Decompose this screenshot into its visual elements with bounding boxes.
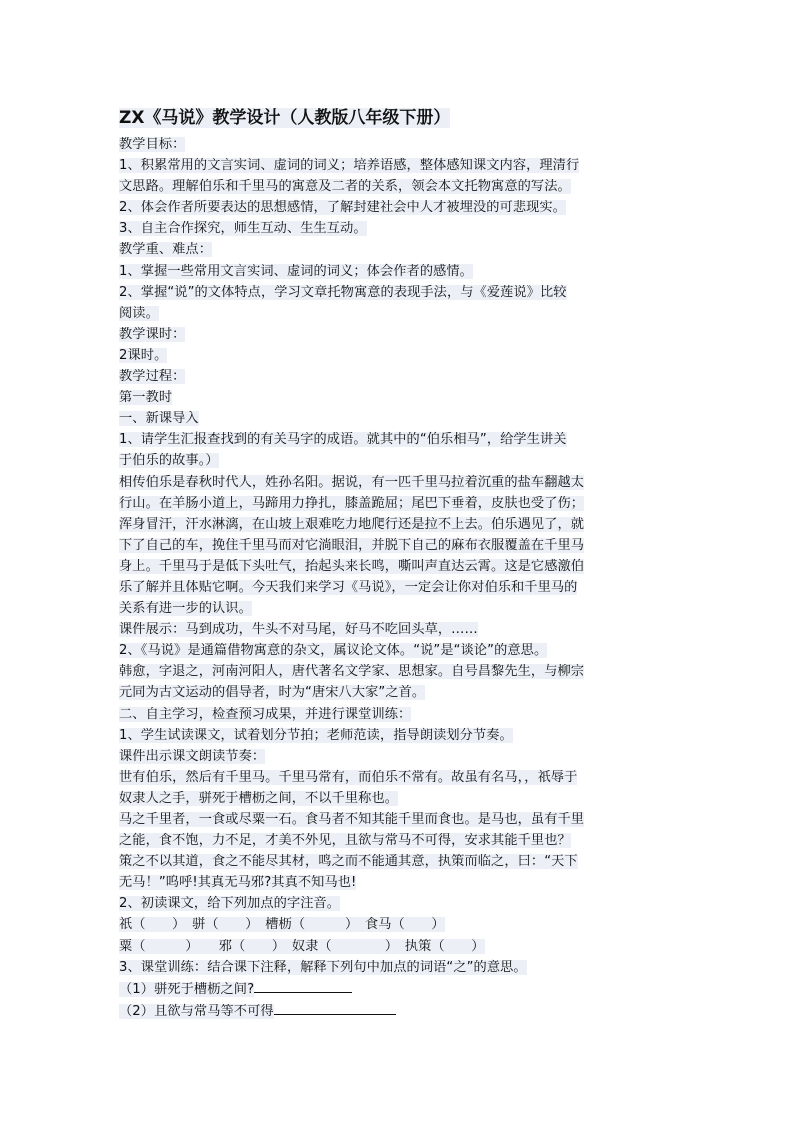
text-line: 于伯乐的故事。） xyxy=(119,453,219,469)
pinyin-exercise-row: 祇（ ） 骈（ ） 槽枥（ ） 食马（ ） xyxy=(119,917,445,933)
text-line: 乐了解并且体贴它啊。今天我们来学习《马说》，一定会让你对伯乐和千里马的 xyxy=(119,579,578,595)
document-title: ZX《马说》教学设计（人教版八年级下册） xyxy=(119,108,451,128)
document-page xyxy=(119,106,679,1022)
answer-blank[interactable] xyxy=(254,978,352,993)
text-line: 浑身冒汗，汗水淋漓，在山坡上艰难吃力地爬行还是拉不上去。伯乐遇见了，就 xyxy=(119,516,585,532)
text-line: 二、自主学习，检查预习成果，并进行课堂训练： xyxy=(119,706,412,722)
pinyin-exercise-row: 粟（ ） 邪（ ） 奴隶（ ） 执策（ ） xyxy=(119,938,485,954)
text-line: 3、课堂训练：结合课下注释，解释下列句中加点的词语“之”的意思。 xyxy=(119,959,527,975)
text-line: 相传伯乐是春秋时代人，姓孙名阳。据说，有一匹千里马拉着沉重的盐车翻越太 xyxy=(119,474,585,490)
text-line: 阅读。 xyxy=(119,305,159,321)
text-line: 2、《马说》是通篇借物寓意的杂文，属议论文体。“说”是“谈论”的意思。 xyxy=(119,643,548,659)
text-line: 课件出示课文朗读节奏： xyxy=(119,748,266,764)
text-line: 2、初读课文，给下列加点的字注音。 xyxy=(119,896,341,912)
text-line: 2、掌握“说”的文体特点，学习文章托物寓意的表现手法，与《爱莲说》比较 xyxy=(119,284,567,300)
text-line: 一、新课导入 xyxy=(119,411,199,427)
text-line: 2、体会作者所要表达的思想感情，了解封建社会中人才被埋没的可悲现实。 xyxy=(119,200,566,216)
text-line: 策之不以其道，食之不能尽其材，鸣之而不能通其意，执策而临之，曰：“天下 xyxy=(119,854,578,870)
text-line: 教学过程： xyxy=(119,369,186,385)
text-line: 之能，食不饱，力不足，才美不外见，且欲与常马不可得，安求其能千里也？ xyxy=(119,833,571,849)
text-line: 1、请学生汇报查找到的有关马字的成语。就其中的“伯乐相马”，给学生讲关 xyxy=(119,432,567,448)
text-line: 身上。千里马于是低下头吐气，抬起头来长鸣，嘶叫声直达云霄。这是它感激伯 xyxy=(119,558,585,574)
exercise-item: （1）骈死于槽枥之间? xyxy=(119,978,679,1000)
text-line: 下了自己的车，挽住千里马而对它淌眼泪，并脱下自己的麻布衣服覆盖在千里马 xyxy=(119,537,585,553)
text-line: 文思路。理解伯乐和千里马的寓意及二者的关系，领会本文托物寓意的写法。 xyxy=(119,179,571,195)
text-line: 韩愈，字退之，河南河阳人，唐代著名文学家、思想家。自号昌黎先生，与柳宗 xyxy=(119,664,585,680)
text-line: 第一教时 xyxy=(119,390,173,406)
text-line: 无马！”呜呼!其真无马邪?其真不知马也! xyxy=(119,875,357,891)
text-line: 行山。在羊肠小道上，马蹄用力挣扎，膝盖跪屈；尾巴下垂着，皮肤也受了伤； xyxy=(119,495,585,511)
text-line: 课件展示：马到成功，牛头不对马尾，好马不吃回头草，…… xyxy=(119,622,478,638)
text-line: 教学课时： xyxy=(119,326,186,342)
text-line: 元同为古文运动的倡导者，时为“唐宋八大家”之首。 xyxy=(119,685,426,701)
body-text xyxy=(119,134,679,1022)
text-line: 2课时。 xyxy=(119,347,168,363)
exercise-item: （2）且欲与常马等不可得 xyxy=(119,1000,679,1022)
text-line: 教学重、难点： xyxy=(119,242,213,258)
text-line: 教学目标： xyxy=(119,137,186,152)
text-line: 马之千里者，一食或尽粟一石。食马者不知其能千里而食也。是马也，虽有千里 xyxy=(119,812,585,827)
text-line: 1、积累常用的文言实词、虚词的词义；培养语感，整体感知课文内容，理清行 xyxy=(119,158,580,174)
text-line: 1、掌握一些常用文言实词、虚词的词义；体会作者的感情。 xyxy=(119,263,473,279)
text-line: 1、学生试读课文，试着划分节拍；老师范读，指导朗读划分节奏。 xyxy=(119,727,513,743)
text-line: 世有伯乐，然后有千里马。千里马常有，而伯乐不常有。故虽有名马，，祇辱于 xyxy=(119,769,578,785)
answer-blank[interactable] xyxy=(274,1000,396,1015)
text-line: 3、自主合作探究，师生互动、生生互动。 xyxy=(119,221,367,237)
text-line: 关系有进一步的认识。 xyxy=(119,601,252,617)
text-line: 奴隶人之手，骈死于槽枥之间，不以千里称也。 xyxy=(119,790,399,806)
